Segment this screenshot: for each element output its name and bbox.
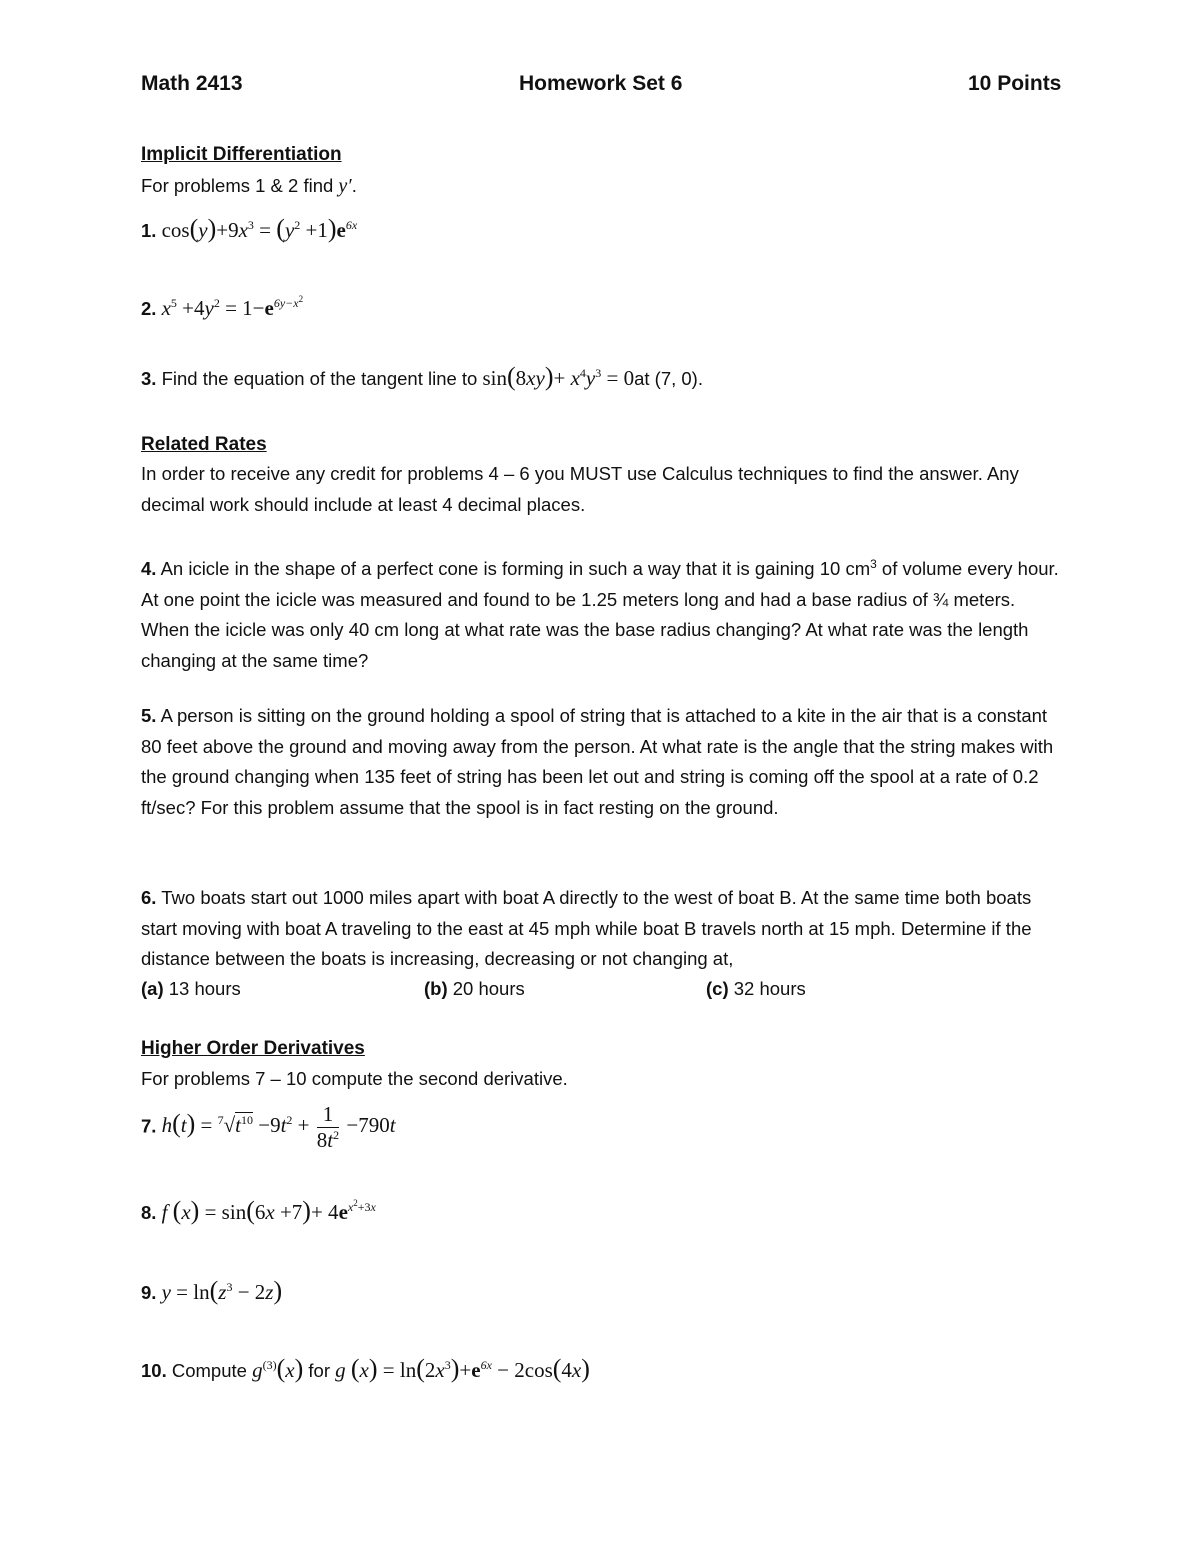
problem-1-number: 1. bbox=[141, 220, 157, 241]
problem-2-number: 2. bbox=[141, 298, 157, 319]
part-text: 32 hours bbox=[733, 978, 806, 999]
problem-8-equation: f $(x) = \sin(6x +7)+ 4e^{x^2+3x}$ bbox=[161, 1196, 376, 1225]
problem-4-sup: 3 bbox=[870, 557, 877, 571]
problem-10-for: for bbox=[308, 1360, 330, 1381]
section-title-implicit: Implicit Differentiation bbox=[141, 144, 342, 165]
part-text: 13 hours bbox=[168, 978, 241, 999]
problem-8 bbox=[141, 1196, 376, 1226]
problem-6-number: 6. bbox=[141, 887, 157, 908]
problem-4-text-a: An icicle in the shape of a perfect cone is forming in such a way that it is gaining 10 cm bbox=[160, 558, 871, 580]
problem-4-number: 4. bbox=[141, 558, 157, 580]
problem-3-text: Find the equation of the tangent line to bbox=[161, 368, 478, 389]
problem-5-number: 5. bbox=[141, 705, 157, 726]
implicit-intro-text: For problems 1 & 2 find bbox=[141, 175, 334, 196]
problem-7-equation: $h(t) = ^7√t^{10} -9t^2$ + $\frac{1}{8t^2}$ −790t bbox=[161, 1102, 396, 1152]
implicit-intro-suffix: . bbox=[351, 175, 357, 196]
problem-4-text-b: of volume every hour. At one point the icicle was measured and found to be 1.25 meters long and had a base radius of ¾ meters. When the icicle was only 40 cm long at what rate was the base radius changing? At what rate was the length changing at the same time? bbox=[141, 558, 1059, 671]
problem-1-equation: $\cos(y)+9x^3 = (y^2 +1)e^{6x}$ bbox=[161, 214, 358, 243]
section-title-higher: Higher Order Derivatives bbox=[141, 1038, 365, 1059]
page-title: Homework Set 6 bbox=[519, 72, 683, 95]
problem-4 bbox=[141, 549, 1061, 676]
problem-1 bbox=[141, 214, 357, 244]
problem-6-part-c bbox=[706, 978, 806, 1000]
problem-6-text: Two boats start out 1000 miles apart with boat A directly to the west of boat B. At the same time both boats start moving with boat A traveling to the east at 45 mph while boat B travels north at 15 mph. Determine if the distance between the boats is increasing, decreasing or not changing at, bbox=[141, 887, 1032, 969]
problem-6 bbox=[141, 883, 1061, 975]
problem-2-equation: $x^5 +4y^2 = 1-e^{6y-x^2}$ bbox=[161, 294, 304, 320]
problem-10-text: Compute bbox=[171, 1360, 247, 1381]
problem-7 bbox=[141, 1102, 396, 1153]
problem-5-text: A person is sitting on the ground holding a spool of string that is attached to a kite in the air that is a constant 80 feet above the ground and moving away from the person. At what rate is the angle that the string makes with the ground changing when 135 feet of string has been let out and string is coming off the spool at a rate of 0.2 ft/sec? For this problem assume that the spool is in fact resting on the ground. bbox=[141, 705, 1054, 818]
problem-6-part-b bbox=[424, 978, 525, 1000]
part-text: 20 hours bbox=[452, 978, 525, 999]
problem-9 bbox=[141, 1276, 282, 1306]
related-intro: In order to receive any credit for problems 4 – 6 you MUST use Calculus techniques to find the answer. Any decimal work should include at least 4 decimal places. bbox=[141, 463, 1019, 515]
problem-10-number: 10. bbox=[141, 1360, 167, 1381]
higher-intro: For problems 7 – 10 compute the second derivative. bbox=[141, 1068, 568, 1089]
part-label: (c) bbox=[706, 978, 729, 999]
implicit-intro-var: y′ bbox=[338, 175, 352, 197]
problem-9-equation: $y = \ln(z^3 - 2z)$ bbox=[161, 1276, 283, 1305]
problem-7-number: 7. bbox=[141, 1115, 157, 1137]
problem-10-equation: g $(x) = \ln(2x^3)+e^{6x} - 2\cos(4x)$ bbox=[335, 1354, 590, 1383]
problem-6-part-a bbox=[141, 978, 241, 1000]
problem-10 bbox=[141, 1354, 590, 1384]
fraction: $\frac{1}{8t^2}$ bbox=[316, 1102, 340, 1152]
part-label: (a) bbox=[141, 978, 164, 999]
problem-9-number: 9. bbox=[141, 1282, 157, 1303]
implicit-intro bbox=[141, 175, 357, 198]
problem-2 bbox=[141, 294, 303, 321]
course-label: Math 2413 bbox=[141, 72, 243, 95]
problem-10-derivative: $g^{(3)}(x)$ bbox=[252, 1354, 304, 1383]
points-label: 10 Points bbox=[968, 72, 1062, 95]
problem-3-point: at (7, 0). bbox=[634, 368, 703, 389]
problem-5 bbox=[141, 701, 1061, 823]
problem-3 bbox=[141, 362, 703, 392]
problem-8-number: 8. bbox=[141, 1202, 157, 1223]
part-label: (b) bbox=[424, 978, 448, 999]
problem-3-number: 3. bbox=[141, 368, 157, 389]
section-title-related: Related Rates bbox=[141, 434, 267, 455]
problem-3-equation: $\sin(8xy)+ x^4y^3 = 0$ bbox=[482, 362, 635, 391]
